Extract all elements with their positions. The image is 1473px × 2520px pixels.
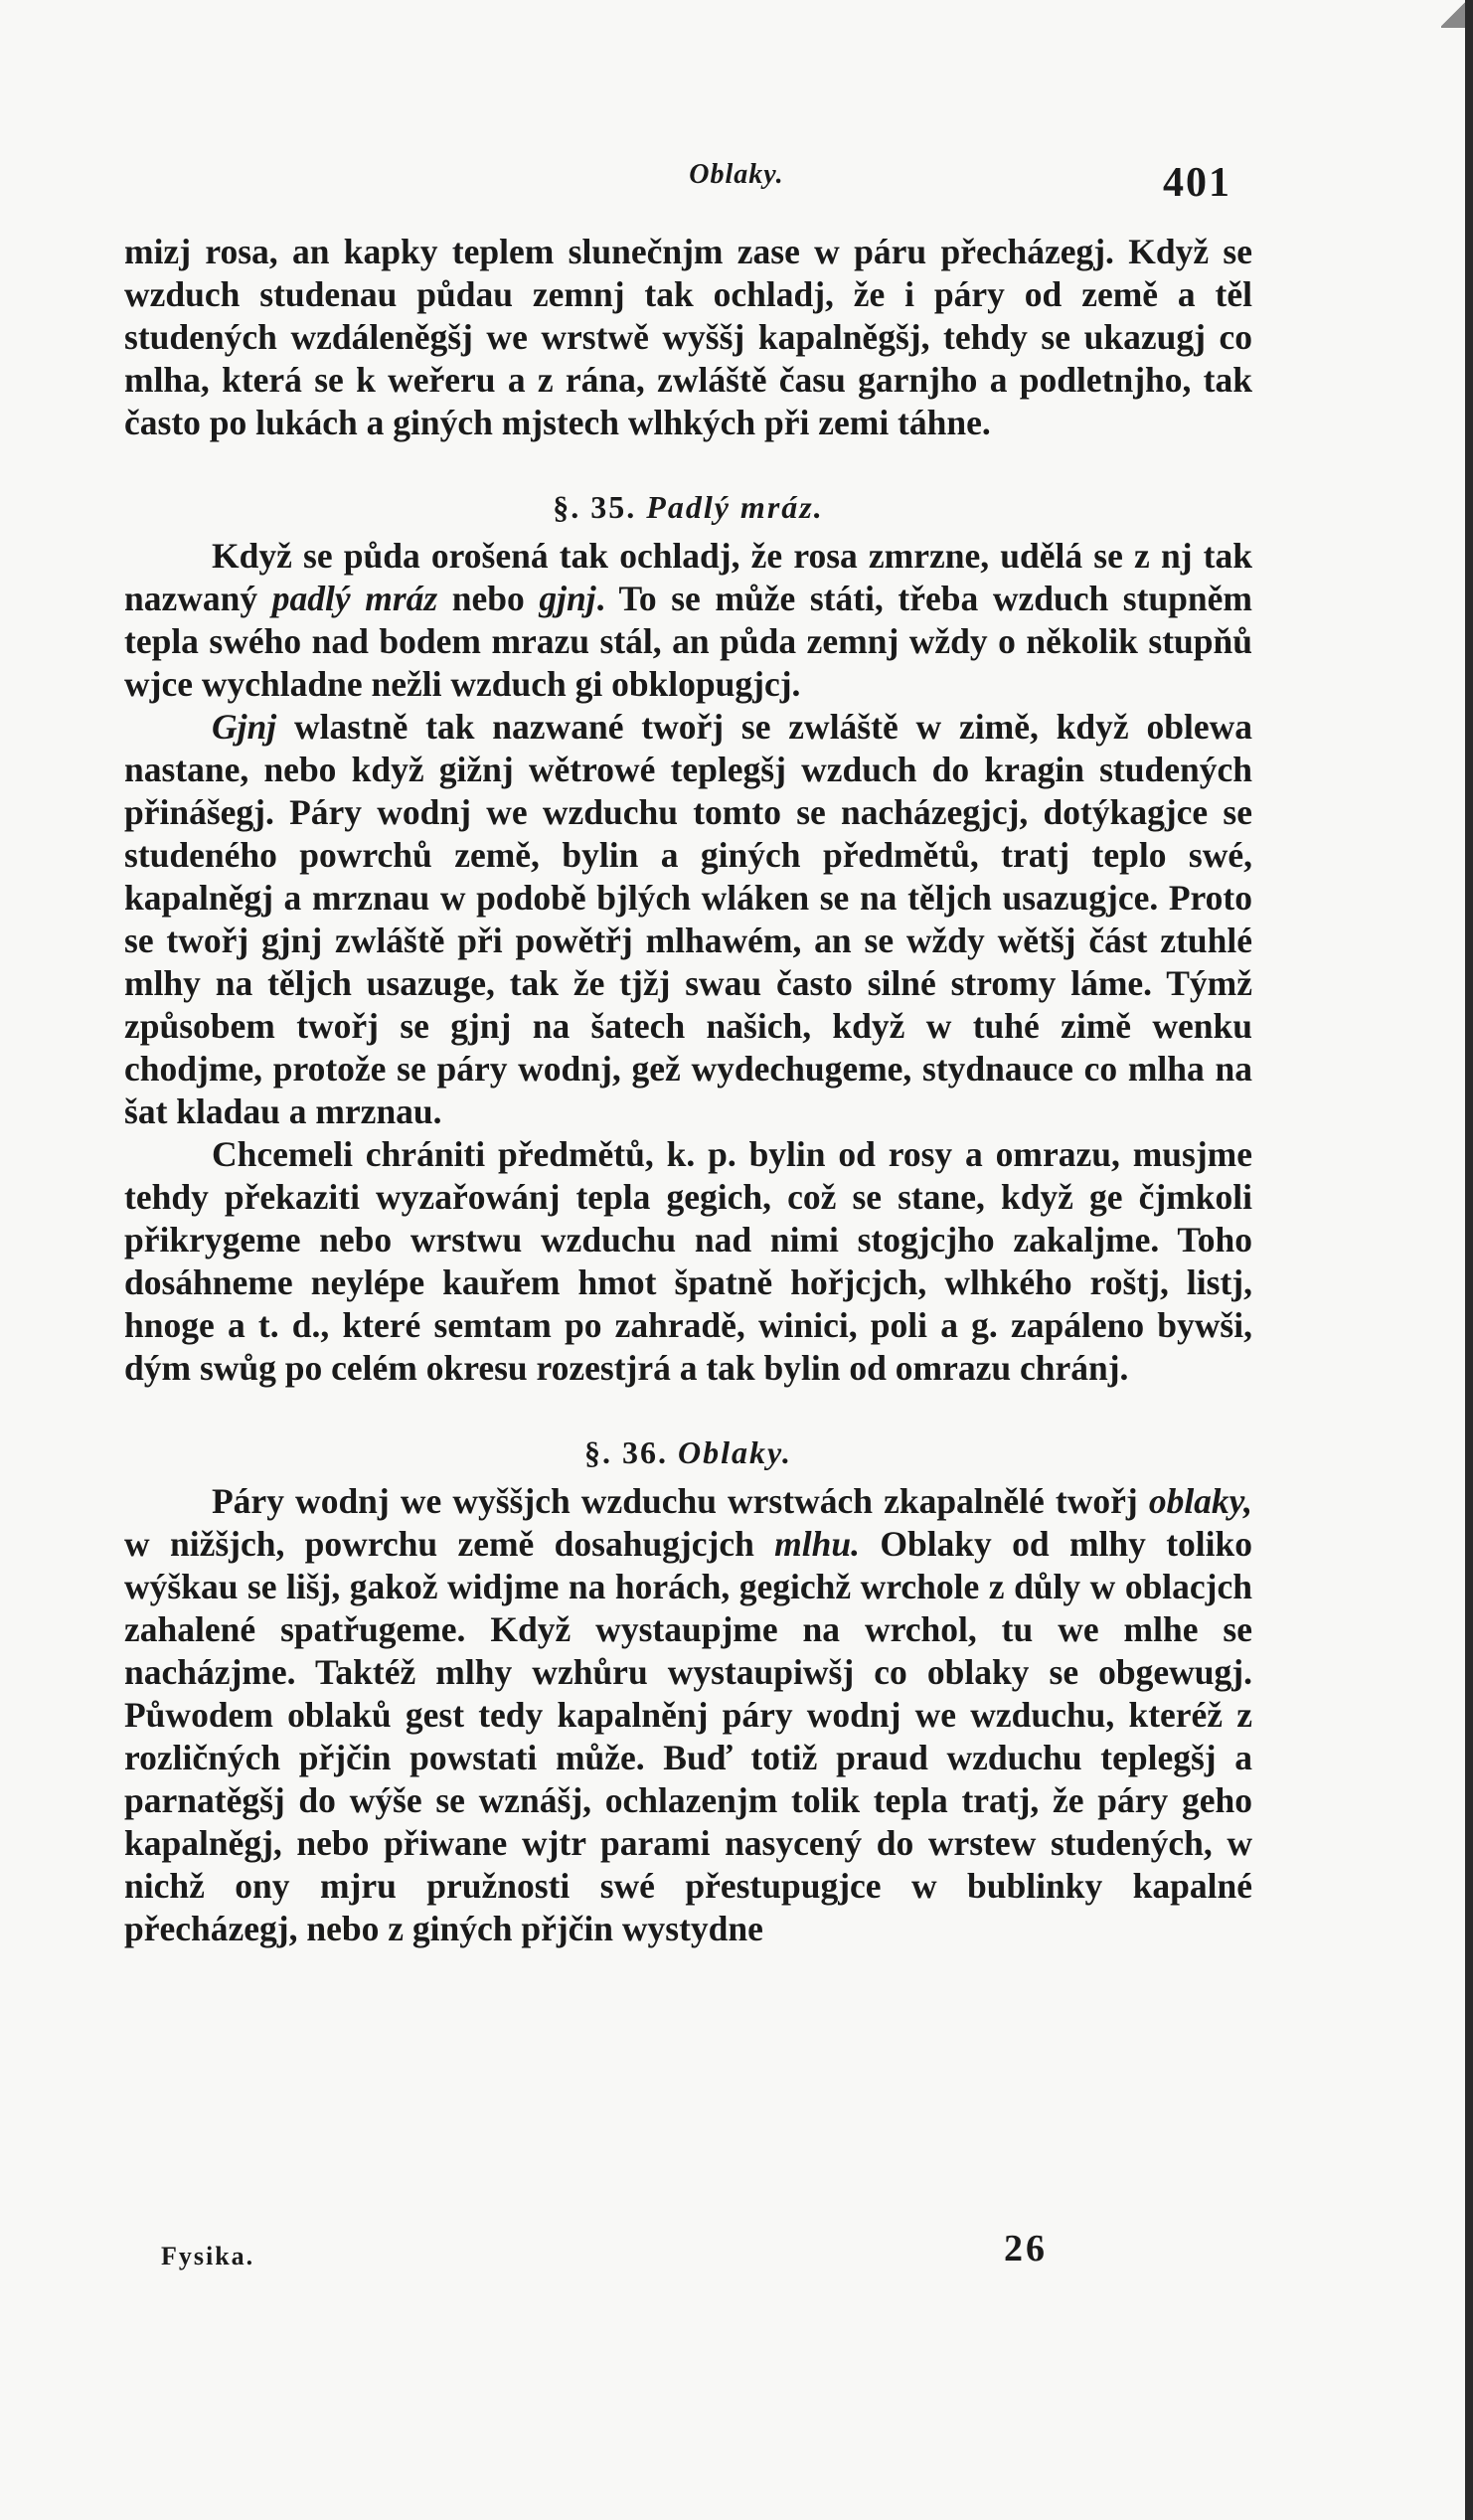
emphasized-term: oblaky, <box>1148 1481 1252 1521</box>
page-edge-shadow <box>1465 0 1473 2520</box>
section-heading-35 <box>124 486 1252 529</box>
text-run: . To se může státi, třeba wzduch stupněm tepla swého nad bodem mrazu stál, an půda zemnj wždy o několik stupňů wjce wychladne nežli wzduch gi obklopugjcj. <box>124 579 1252 704</box>
paragraph <box>124 535 1252 706</box>
section-number: §. 36. <box>583 1434 668 1470</box>
paragraph: Chcemeli chrániti předmětů, k. p. bylin od rosy a omrazu, musjme tehdy překaziti wyzařowánj tepla gegich, což se stane, když ge čjmkoli přikrygeme nebo wrstwu wzduchu nad nimi stogjcjho zakaljme. Toho dosáhneme neylépe kauřem hmot špatně hořjcjch, wlhkého roštj, listj, hnoge a t. d., které semtam po zahradě, winici, poli a g. zapáleno bywši, dým swůg po celém okresu rozestjrá a tak bylin od omrazu chránj. <box>124 1134 1252 1388</box>
emphasized-term: padlý mráz <box>271 579 438 618</box>
paragraph-continuation: mizj rosa, an kapky teplem slunečnjm zase w páru přecházegj. Když se wzduch studenau půdau zemnj tak ochladj, že i páry od země a těl studených wzdáleněgšj we wrstwě wyššj kapalněgšj, tehdy se ukazugj co mlha, která se k weřeru a z rána, zwláště času garnjho a podletnjho, tak často po lukách a giných mjstech wlhkých při zemi táhne. <box>124 232 1252 442</box>
footer-signature: 26 <box>1004 2228 1048 2269</box>
text-run: Když se půda orošená tak ochladj, že rosa zmrzne, udělá se z nj tak nazwaný <box>124 536 1252 618</box>
page-number: 401 <box>1163 160 1231 206</box>
paragraph <box>124 706 1252 1133</box>
page-corner-fold <box>1441 0 1465 28</box>
text-run: w nižšjch, powrchu země dosahugjcjch <box>124 1524 775 1564</box>
text-run: Páry wodnj we wyššjch wzduchu wrstwách zkapalnělé twořj <box>212 1481 1149 1521</box>
section-heading-36 <box>124 1431 1252 1474</box>
paragraph <box>124 1480 1252 1950</box>
page-body <box>124 231 1252 1950</box>
running-title: Oblaky. <box>689 159 784 190</box>
section-title: Padlý mráz. <box>646 489 824 525</box>
text-run: nebo <box>437 579 540 618</box>
footer-book-title: Fysika. <box>161 2242 255 2270</box>
section-title: Oblaky. <box>677 1434 792 1470</box>
text-run: Oblaky od mlhy toliko wýškau se lišj, gakož widjme na horách, gegichž wrchole z důly w oblacjch zahalené spatřugeme. Když wystaupjme na wrchol, tu we mlhe se nacházjme. Taktéž mlhy wzhůru wystaupiwšj co oblaky se obgewugj. Půwodem oblaků gest tedy kapalněnj páry wodnj we wzduchu, kteréž z rozličných přjčin powstati může. Buď totiž praud wzduchu teplegšj a parnatěgšj do wýše se wznášj, ochlazenjm tolik tepla tratj, že páry geho kapalněgj, nebo přiwane wjtr parami nasycený do wrstew studených, w nichž ony mjru pružnosti swé přestupugjce w bublinky kapalné přecházegj, nebo z giných přjčin wystydne <box>124 1524 1252 1948</box>
emphasized-term: gjnj <box>539 579 596 618</box>
emphasized-term: mlhu. <box>774 1524 861 1564</box>
section-number: §. 35. <box>553 489 637 525</box>
emphasized-term: Gjnj <box>212 707 277 747</box>
text-run: wlastně tak nazwané twořj se zwláště w zimě, když oblewa nastane, nebo když gižnj wětrowé teplegšj wzduch do kragin studených přinášegj. Páry wodnj we wzduchu tomto se nacházegjcj, dotýkagjce se studeného powrchů země, bylin a giných předmětů, tratj teplo swé, kapalněgj a mrznau w podobě bjlých wláken se na těljch usazugjce. Proto se twořj gjnj zwláště při powětřj mlhawém, an se wždy wětšj část ztuhlé mlhy na těljch usazuge, tak že tjžj swau často silné stromy láme. Týmž způsobem twořj se gjnj na šatech našich, když w tuhé zimě wenku chodjme, protože se páry wodnj, gež wydechugeme, stydnauce co mlha na šat kladau a mrznau. <box>124 707 1252 1131</box>
